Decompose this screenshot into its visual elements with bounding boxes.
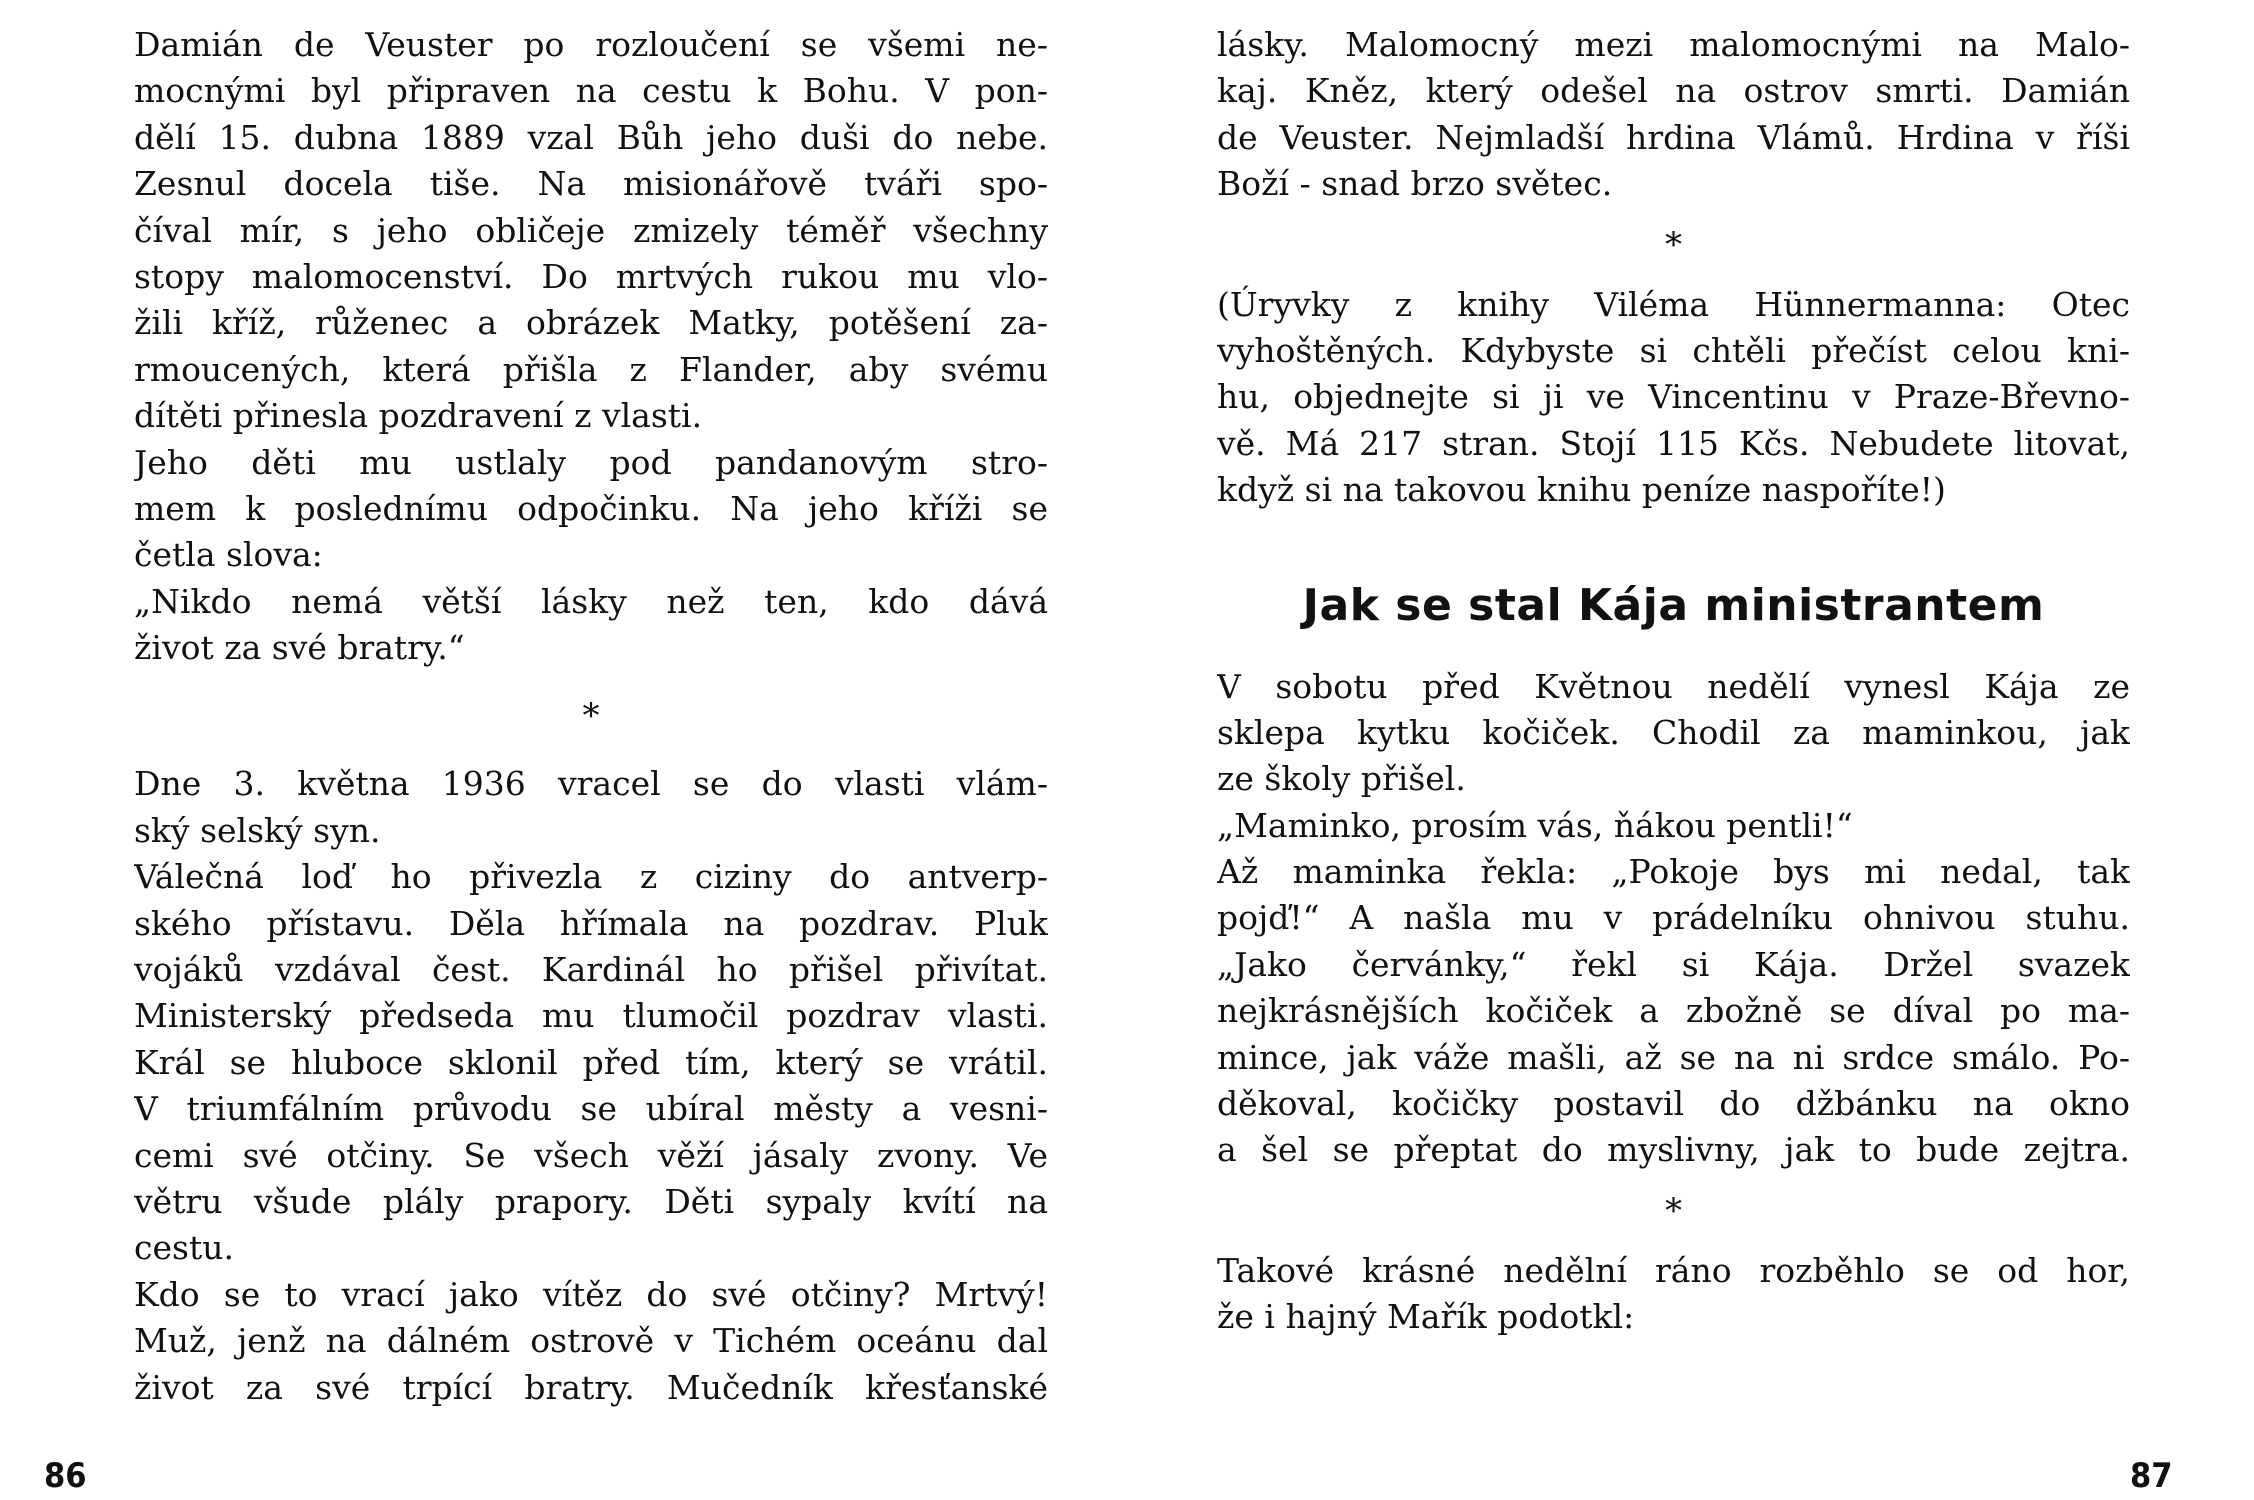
paragraph — [134, 761, 1048, 854]
text-line: větru všude plály prapory. Děti sypaly kvítí na — [134, 1181, 1048, 1221]
section-separator: * — [1665, 1190, 1682, 1231]
text-line: V sobotu před Květnou nedělí vynesl Kája ze — [1217, 666, 2130, 706]
text-line: cestu. — [134, 1228, 234, 1268]
text-line: de Veuster. Nejmladší hrdina Vlámů. Hrdina v říši — [1217, 117, 2130, 157]
text-line: hu, objednejte si ji ve Vincentinu v Praze-Břevno- — [1217, 377, 2130, 417]
left-text-column — [134, 22, 1048, 1411]
text-line: četla slova: — [134, 535, 323, 575]
paragraph — [1217, 803, 2130, 849]
paragraph — [1217, 664, 2130, 803]
story-heading: Jak se stal Kája ministrantem — [1302, 579, 2045, 631]
text-line: dítěti přinesla pozdravení z vlasti. — [134, 396, 703, 436]
right-text-column — [1217, 22, 2130, 1341]
text-line: Ministerský předseda mu tlumočil pozdrav vlasti. — [134, 996, 1048, 1036]
text-line: Muž, jenž na dálném ostrově v Tichém oceánu dal — [134, 1321, 1048, 1361]
text-line: Zesnul docela tiše. Na misionářově tváři spo- — [134, 164, 1048, 204]
text-line: (Úryvky z knihy Viléma Hünnermanna: Otec — [1217, 284, 2130, 324]
text-line: ský selský syn. — [134, 810, 381, 850]
paragraph — [134, 22, 1048, 161]
book-note — [1217, 282, 2130, 514]
text-line: Damián de Veuster po rozloučení se všemi ne- — [134, 25, 1048, 64]
text-line: a šel se přeptat do myslivny, jak to bude zejtra. — [1217, 1130, 2130, 1170]
text-line: Až maminka řekla: „Pokoje bys mi nedal, tak — [1217, 852, 2130, 892]
paragraph — [134, 1272, 1048, 1411]
text-line: Válečná loď ho přivezla z ciziny do antverp- — [134, 857, 1048, 897]
paragraph — [1217, 942, 2130, 1174]
paragraph — [1217, 22, 2130, 208]
text-line: V triumfálním průvodu se ubíral městy a vesni- — [134, 1089, 1048, 1129]
quote — [134, 579, 1048, 672]
text-line: dělí 15. dubna 1889 vzal Bůh jeho duši do nebe. — [134, 117, 1048, 157]
text-line: lásky. Malomocný mezi malomocnými na Malo- — [1217, 25, 2130, 64]
text-line: „Nikdo nemá větší lásky než ten, kdo dává — [134, 581, 1048, 621]
right-page — [1127, 0, 2254, 1500]
text-line: Kdo se to vrací jako vítěz do své otčiny? Mrtvý! — [134, 1274, 1048, 1314]
text-line: vyhoštěných. Kdybyste si chtěli přečíst celou kni- — [1217, 330, 2130, 370]
text-line: rmoucených, která přišla z Flander, aby svému — [134, 349, 1048, 389]
text-line: „Jako červánky,“ řekl si Kája. Držel svazek — [1217, 944, 2130, 984]
text-line: Boží - snad brzo světec. — [1217, 164, 1613, 204]
text-line: život za své trpící bratry. Mučedník křesťanské — [134, 1367, 1048, 1407]
text-line: že i hajný Mařík podotkl: — [1217, 1297, 1635, 1337]
text-line: pojď!“ A našla mu v prádelníku ohnivou stuhu. — [1217, 898, 2130, 938]
text-line: „Maminko, prosím vás, ňákou pentli!“ — [1217, 805, 1853, 845]
page-number: 86 — [44, 1456, 87, 1496]
text-line: Král se hluboce sklonil před tím, který se vrátil. — [134, 1042, 1048, 1082]
text-line: kaj. Kněz, který odešel na ostrov smrti. Damián — [1217, 71, 2130, 111]
text-line: Dne 3. května 1936 vracel se do vlasti vlám- — [134, 764, 1048, 804]
paragraph — [134, 854, 1048, 1272]
text-line: ského přístavu. Děla hřímala na pozdrav. Pluk — [134, 903, 1048, 943]
text-line: život za své bratry.“ — [134, 628, 465, 668]
paragraph — [134, 161, 1048, 439]
text-line: stopy malomocenství. Do mrtvých rukou mu vlo- — [134, 256, 1048, 296]
text-line: žili kříž, růženec a obrázek Matky, potěšení za- — [134, 303, 1048, 343]
text-line: když si na takovou knihu peníze naspoříte!) — [1217, 470, 1946, 510]
text-line: Takové krásné nedělní ráno rozběhlo se od hor, — [1217, 1250, 2130, 1290]
text-line: mem k poslednímu odpočinku. Na jeho kříži se — [134, 488, 1048, 528]
paragraph — [134, 440, 1048, 579]
paragraph — [1217, 849, 2130, 942]
text-line: cemi své otčiny. Se všech věží jásaly zvony. Ve — [134, 1135, 1048, 1175]
text-line: sklepa kytku kočiček. Chodil za maminkou, jak — [1217, 712, 2130, 752]
section-separator: * — [582, 696, 600, 737]
text-line: číval mír, s jeho obličeje zmizely téměř všechny — [134, 210, 1048, 250]
section-separator: * — [1665, 224, 1682, 265]
text-line: děkoval, kočičky postavil do džbánku na okno — [1217, 1084, 2130, 1124]
page-number: 87 — [2130, 1456, 2173, 1496]
text-line: Jeho děti mu ustlaly pod pandanovým stro- — [134, 442, 1048, 482]
text-line: ze školy přišel. — [1217, 759, 1466, 799]
text-line: vě. Má 217 stran. Stojí 115 Kčs. Nebudete litovat, — [1217, 423, 2130, 463]
text-line: mocnými byl připraven na cestu k Bohu. V pon- — [134, 71, 1048, 111]
text-line: vojáků vzdával čest. Kardinál ho přišel přivítat. — [134, 950, 1048, 990]
text-line: nejkrásnějších kočiček a zbožně se díval po ma- — [1217, 991, 2130, 1031]
paragraph — [1217, 1248, 2130, 1341]
text-line: mince, jak váže mašli, až se na ni srdce smálo. Po- — [1217, 1037, 2130, 1077]
